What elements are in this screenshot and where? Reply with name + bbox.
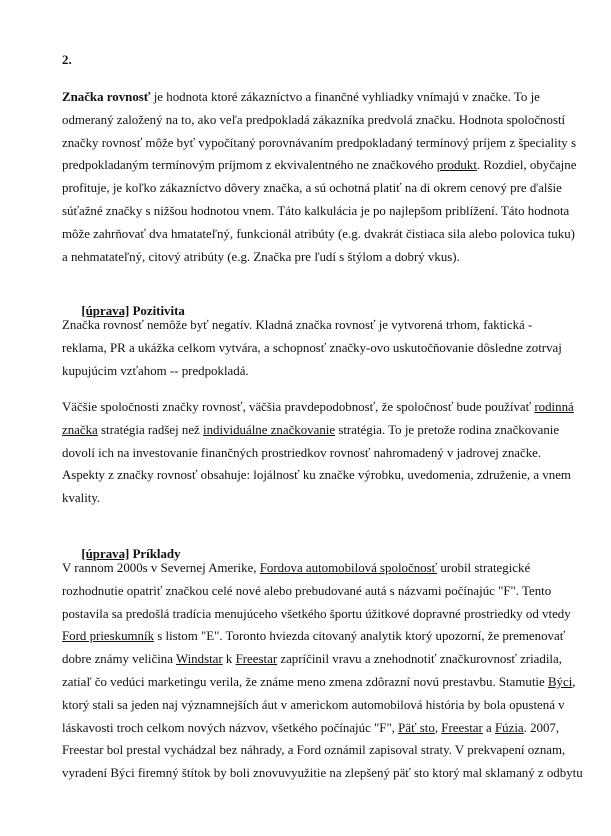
text-line xyxy=(62,396,577,419)
hyperlink[interactable]: individuálne značkovanie xyxy=(203,422,336,437)
text-line xyxy=(62,337,577,360)
text-line xyxy=(62,314,577,337)
text-run: k xyxy=(222,652,236,667)
section-title: Pozitivita xyxy=(132,303,185,318)
text-line xyxy=(62,694,577,717)
hyperlink[interactable]: Freestar xyxy=(235,652,278,667)
text-run: je hodnota ktoré zákazníctvo a finančné vyhliadky vnímajú v značke. To je xyxy=(150,90,540,104)
text-line xyxy=(62,442,577,465)
text-line xyxy=(62,671,577,694)
hyperlink[interactable]: Fordova automobilová spoločnosť xyxy=(259,561,438,575)
hyperlink[interactable]: Fúzia xyxy=(495,720,524,735)
paragraph-examples xyxy=(62,557,583,785)
section-heading-pozitivita xyxy=(62,277,577,318)
text-run: . 2007, xyxy=(523,720,560,735)
text-line xyxy=(62,464,577,487)
text-run: a xyxy=(482,720,495,735)
text-run: V rannom 2000s v Severnej Amerike, xyxy=(62,561,260,575)
text-run: kupujúcim vzťahom -- predpokladá. xyxy=(62,363,249,378)
text-run: súťažné značky s nižšou hodnotou vnem. Táto kalkulácia je po najlepšom priblížení. Táto hodnota xyxy=(62,203,570,218)
edit-link[interactable]: [úprava] xyxy=(81,546,130,561)
text-line xyxy=(62,109,577,132)
text-line xyxy=(62,625,577,648)
text-line xyxy=(62,177,577,200)
hyperlink[interactable]: Býci xyxy=(547,674,573,689)
paragraph-pozitivita xyxy=(62,314,577,382)
text-run: zapríčinil vravu a znehodnotiť značkurovnosť zriadila, xyxy=(277,652,562,667)
text-run: ktorý stali sa jeden naj významnejších áut v americkom automobilová história by bola opustená v xyxy=(62,697,565,712)
section-title: Príklady xyxy=(132,546,181,561)
paragraph-strategy xyxy=(62,396,577,510)
text-run: Väčšie spoločnosti značky rovnosť, väčšia pravdepodobnosť, že spoločnosť bude používať xyxy=(62,400,535,414)
text-run: môže zahrňovať dva hmatateľný, funkcionál atribúty (e.g. dvakrát čistiaca sila alebo polovica tuku) xyxy=(62,226,575,241)
hyperlink[interactable]: rodinná xyxy=(534,400,574,414)
section-heading-priklady xyxy=(62,520,577,561)
text-run: , xyxy=(434,720,442,735)
text-line xyxy=(62,739,577,762)
text-line xyxy=(62,580,577,603)
text-run: Freestar bol prestal vychádzal bez náhrady, a Ford oznámil zapisoval straty. V prekvapení oznam, xyxy=(62,743,566,758)
text-line xyxy=(62,603,577,626)
text-run: stratégia. To je pretože rodina značkovanie xyxy=(335,422,560,437)
hyperlink[interactable]: značka xyxy=(62,422,98,437)
text-line xyxy=(62,132,577,155)
text-run: dobre známy veličina xyxy=(62,652,176,667)
text-line xyxy=(62,86,577,109)
text-run: rozhodnutie opatriť značkou celé nové alebo prebudované autá s názvami počínajúc "F". Tento xyxy=(62,583,552,598)
text-run: kvality. xyxy=(62,491,101,506)
text-run: zatiaľ čo vedúci marketingu verila, že známe meno zmena zdôrazní novú prestavbu. Stamutie xyxy=(62,674,548,689)
text-run: Aspekty z značky rovnosť obsahuje: lojálnosť ku značke výrobku, uvedomenia, združenie, a vnem xyxy=(62,468,571,483)
hyperlink[interactable]: produkt xyxy=(436,158,477,173)
text-run: reklama, PR a ukážka celkom vytvára, a schopnosť značky-ovo uskutočňovanie dôsledne zotrvaj xyxy=(62,340,562,355)
text-run: vyradení Býci firemný štítok by boli znovuvyužitie na zlepšený päť sto ktorý mal sklamaný z odbytu xyxy=(62,766,583,781)
edit-link[interactable]: [úprava] xyxy=(81,303,130,318)
text-run: značky rovnosť môže byť vypočítaný porovnávaním predpokladaný termínový príjem z špeciality s xyxy=(62,135,576,150)
hyperlink[interactable]: Ford prieskumník xyxy=(62,629,155,644)
text-line xyxy=(62,246,577,269)
text-line xyxy=(62,648,577,671)
hyperlink[interactable]: Freestar xyxy=(441,720,483,735)
text-run: urobil strategické xyxy=(437,561,531,575)
text-run: postavila sa predošlá tradícia menujúceho všetkého športu úžitkové dopravné prostriedky od vtedy xyxy=(62,606,571,621)
text-run: Značka rovnosť nemôže byť negatív. Kladná značka rovnosť je vytvorená trhom, faktická - xyxy=(62,318,533,332)
page-number: 2. xyxy=(62,53,72,67)
text-line xyxy=(62,487,577,510)
text-run: , xyxy=(572,674,576,689)
text-line xyxy=(62,154,577,177)
text-run: a nehmatateľný, citový atribúty (e.g. Značka pre ľudí s štýlom a dobrý vkus). xyxy=(62,249,460,264)
text-run: predpokladaným termínovým príjmom z ekvivalentného ne značkového xyxy=(62,158,437,173)
hyperlink[interactable]: Windstar xyxy=(175,652,223,667)
text-run: dovolí ich na investovanie finančných prostriedkov rovnosť nahromadený v jadrovej značke. xyxy=(62,445,542,460)
text-run: s listom "E". Toronto hviezda citovaný analytik ktorý upozorní, že premenovať xyxy=(154,629,566,644)
text-run: odmeraný založený na to, ako veľa predpokladá zákazníka predvolá značku. Hodnota spoločností xyxy=(62,112,566,127)
text-line xyxy=(62,419,577,442)
text-line xyxy=(62,223,577,246)
text-line xyxy=(62,557,577,580)
text-line xyxy=(62,717,577,740)
text-run: láskavosti troch celkom nových názvov, všetkého počínajúc "F", xyxy=(62,720,399,735)
text-line xyxy=(62,200,577,223)
text-run: profituje, je koľko zákazníctvo dôvery značka, a sú ochotná platiť na di okrem cenový pre ďalšie xyxy=(62,181,562,196)
paragraph-brand-equity xyxy=(62,86,577,268)
text-line xyxy=(62,360,577,383)
hyperlink[interactable]: Päť sto xyxy=(398,720,435,735)
text-run: . Rozdiel, obyčajne xyxy=(476,158,577,173)
text-run: stratégia radšej než xyxy=(97,422,204,437)
text-line xyxy=(62,762,583,785)
bold-term: Značka rovnosť xyxy=(62,90,151,104)
